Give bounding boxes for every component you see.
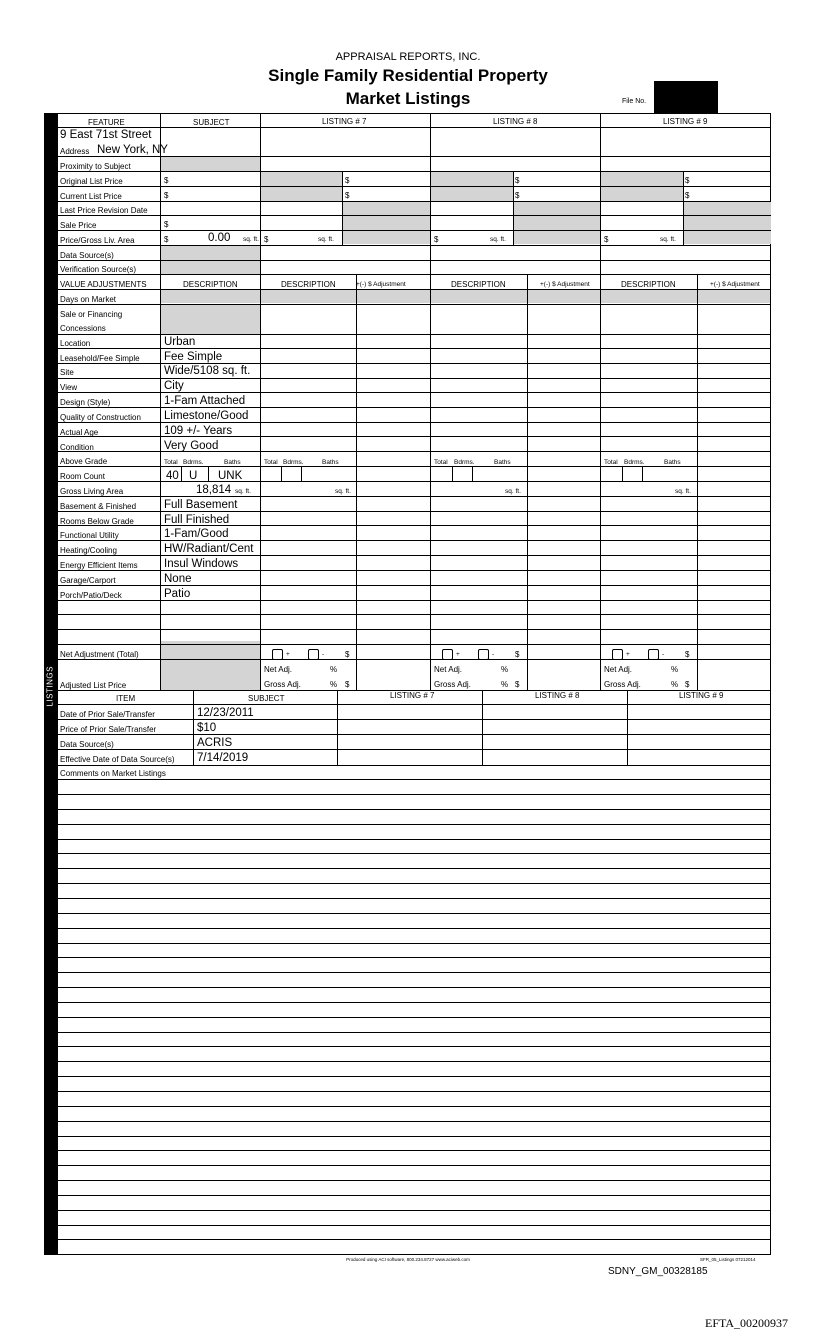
grid-hline <box>57 1017 771 1018</box>
grid-vline <box>208 466 209 481</box>
col-listing-9: LISTING # 9 <box>663 117 708 126</box>
label-garage: Garage/Carport <box>60 576 116 585</box>
l8-orig-dollar: $ <box>515 176 520 185</box>
grid-hline <box>57 839 771 840</box>
grid-vline <box>527 274 528 690</box>
col-feature: FEATURE <box>88 118 125 127</box>
l7-room-bdrms-hdr: Bdrms. <box>283 459 304 466</box>
l8-pgla-dollar: $ <box>434 235 439 244</box>
label-data-sources: Data Source(s) <box>60 251 114 260</box>
grid-hline <box>57 1150 771 1151</box>
subject-design: 1-Fam Attached <box>164 395 246 407</box>
subject-location: Urban <box>164 336 196 348</box>
subject-condition: Very Good <box>164 440 219 452</box>
l7-net-dollar: $ <box>345 650 350 659</box>
label-site: Site <box>60 368 74 377</box>
l8-room-bdrms-hdr: Bdrms. <box>454 459 475 466</box>
l8-minus-checkbox[interactable] <box>478 649 489 660</box>
comments-label: Comments on Market Listings <box>60 769 166 778</box>
subject-sale-dollar: $ <box>164 220 169 229</box>
grid-hline <box>57 898 771 899</box>
col-listing-8: LISTING # 8 <box>493 117 538 126</box>
label-porch: Porch/Patio/Deck <box>60 591 122 600</box>
label-days-on-market: Days on Market <box>60 295 117 304</box>
grid-hline <box>57 614 771 615</box>
label-verification-sources: Verification Source(s) <box>60 265 137 274</box>
l9-curr-dollar: $ <box>685 191 690 200</box>
prior-effective: 7/14/2019 <box>197 752 249 764</box>
grid-hline <box>57 1210 771 1211</box>
l8-description-header: DESCRIPTION <box>451 280 506 289</box>
prior-date: 12/23/2011 <box>197 707 254 719</box>
l8-adjustment-header: +(-) $ Adjustment <box>540 281 590 288</box>
label-energy: Energy Efficient Items <box>60 561 138 570</box>
footer-form-id: SFR_05_Listings 07212014 <box>700 1257 756 1262</box>
label-gla: Gross Living Area <box>60 487 124 496</box>
grid-hline <box>57 304 771 305</box>
listings-sidebar-label: LISTINGS <box>45 666 55 707</box>
subject-street: 9 East 71st Street <box>60 129 152 141</box>
subject-actual-age: 109 +/- Years <box>164 425 233 437</box>
grid-vline <box>697 274 698 690</box>
l7-pgla-sqft: sq. ft. <box>318 236 334 243</box>
grid-hline <box>57 629 771 630</box>
l9-net-adj-pct: % <box>671 665 679 674</box>
grid-shade <box>260 289 770 303</box>
subject-city: New York, NY <box>97 144 168 156</box>
subject-energy: Insul Windows <box>164 558 239 570</box>
grid-hline <box>57 704 771 705</box>
subject-quality: Limestone/Good <box>164 410 249 422</box>
subject-description-header: DESCRIPTION <box>183 280 238 289</box>
grid-vline <box>181 466 182 481</box>
label-original-list-price: Original List Price <box>60 177 123 186</box>
grid-hline <box>57 1032 771 1033</box>
grid-vline <box>301 466 302 481</box>
company-name: APPRAISAL REPORTS, INC. <box>335 51 481 63</box>
l9-gla-sqft: sq. ft. <box>675 488 691 495</box>
grid-hline <box>57 1002 771 1003</box>
l9-plus-label: + <box>626 651 630 658</box>
grid-hline <box>57 972 771 973</box>
grid-vline <box>260 113 261 690</box>
grid-hline <box>57 1180 771 1181</box>
l7-adj-price-dollar: $ <box>345 680 350 689</box>
l8-plus-label: + <box>456 651 460 658</box>
l8-gross-adj-pct: % <box>501 680 509 689</box>
l7-net-adj-label: Net Adj. <box>264 665 293 674</box>
label-leasehold: Leasehold/Fee Simple <box>60 354 140 363</box>
l7-gross-adj-label: Gross Adj. <box>264 680 301 689</box>
subject-room-total: 40 <box>166 470 179 482</box>
grid-vline <box>627 690 628 765</box>
l9-net-adj-label: Net Adj. <box>604 665 633 674</box>
form-subtitle: Market Listings <box>345 89 471 108</box>
grid-hline <box>57 794 771 795</box>
l8-curr-dollar: $ <box>515 191 520 200</box>
grid-hline <box>57 987 771 988</box>
l7-orig-dollar: $ <box>345 176 350 185</box>
grid-vline <box>600 113 601 690</box>
subject-curr-dollar: $ <box>164 191 169 200</box>
l7-curr-dollar: $ <box>345 191 350 200</box>
grid-shade <box>160 157 260 171</box>
grid-vline <box>482 690 483 765</box>
l9-description-header: DESCRIPTION <box>621 280 676 289</box>
subject-heating-cooling: HW/Radiant/Cent <box>164 543 254 555</box>
label-price-gla: Price/Gross Liv. Area <box>60 236 135 245</box>
grid-hline <box>57 928 771 929</box>
l7-pgla-dollar: $ <box>264 235 269 244</box>
grid-hline <box>57 868 771 869</box>
grid-vline <box>160 113 161 690</box>
grid-hline <box>57 1046 771 1047</box>
prior-date-label: Date of Prior Sale/Transfer <box>60 710 155 719</box>
prior-l7-header: LISTING # 7 <box>390 691 435 700</box>
prior-item-header: ITEM <box>116 694 136 703</box>
grid-hline <box>57 1106 771 1107</box>
label-above-grade: Above Grade <box>60 457 108 466</box>
grid-hline <box>57 913 771 914</box>
grid-hline <box>57 481 771 482</box>
subject-rooms-below: Full Finished <box>164 514 230 526</box>
grid-vline <box>472 466 473 481</box>
grid-vline <box>430 113 431 690</box>
grid-hline <box>57 734 771 735</box>
l9-orig-dollar: $ <box>685 176 690 185</box>
label-current-list-price: Current List Price <box>60 192 122 201</box>
prior-source-label: Data Source(s) <box>60 740 114 749</box>
grid-hline <box>57 201 771 202</box>
label-net-adjustment: Net Adjustment (Total) <box>60 650 139 659</box>
l9-adj-price-dollar: $ <box>685 680 690 689</box>
l9-room-bdrms-hdr: Bdrms. <box>624 459 645 466</box>
grid-hline <box>57 171 771 172</box>
subject-pgla-dollar: $ <box>164 235 169 244</box>
grid-hline <box>57 659 771 660</box>
grid-hline <box>57 230 771 231</box>
grid-hline <box>57 1195 771 1196</box>
label-design: Design (Style) <box>60 398 111 407</box>
subject-room-bdrms-hdr: Bdrms. <box>183 459 204 466</box>
grid-shade <box>160 289 260 303</box>
l9-gross-adj-pct: % <box>671 680 679 689</box>
l9-room-total-hdr: Total <box>604 459 618 466</box>
grid-hline <box>57 334 771 335</box>
label-condition: Condition <box>60 443 94 452</box>
footer-efta: EFTA_00200937 <box>705 1316 789 1330</box>
l8-adj-price-dollar: $ <box>515 680 520 689</box>
label-room-count: Room Count <box>60 472 105 481</box>
l8-net-adj-label: Net Adj. <box>434 665 463 674</box>
label-basement: Basement & Finished <box>60 502 137 511</box>
subject-gla-sqft: sq. ft. <box>235 488 251 495</box>
grid-hline <box>57 1239 771 1240</box>
grid-hline <box>57 1165 771 1166</box>
grid-shade <box>513 230 600 244</box>
grid-hline <box>57 809 771 810</box>
grid-vline <box>342 171 343 245</box>
label-address: Address <box>60 147 90 156</box>
l9-pgla-dollar: $ <box>604 235 609 244</box>
grid-hline <box>57 1225 771 1226</box>
grid-hline <box>57 496 771 497</box>
grid-hline <box>57 943 771 944</box>
l9-gross-adj-label: Gross Adj. <box>604 680 641 689</box>
grid-hline <box>57 215 771 216</box>
l9-minus-checkbox[interactable] <box>648 649 659 660</box>
l7-gross-adj-pct: % <box>330 680 338 689</box>
label-actual-age: Actual Age <box>60 428 99 437</box>
label-concessions: Concessions <box>60 324 106 333</box>
subject-room-total-hdr: Total <box>164 459 178 466</box>
subject-leasehold: Fee Simple <box>164 351 223 363</box>
prior-price-label: Price of Prior Sale/Transfer <box>60 725 157 734</box>
grid-vline <box>683 171 684 245</box>
grid-hline <box>57 644 771 645</box>
grid-shade <box>342 230 430 244</box>
label-view: View <box>60 383 78 392</box>
label-sale-or-financing: Sale or Financing <box>60 310 123 319</box>
subject-functional-utility: 1-Fam/Good <box>164 528 229 540</box>
grid-hline <box>57 957 771 958</box>
grid-hline <box>57 765 771 766</box>
grid-vline <box>193 690 194 765</box>
label-value-adjustments: VALUE ADJUSTMENTS <box>60 280 147 289</box>
subject-site: Wide/5108 sq. ft. <box>164 365 251 377</box>
grid-hline <box>57 186 771 187</box>
l8-net-adj-pct: % <box>501 665 509 674</box>
grid-vline <box>337 690 338 765</box>
l8-net-dollar: $ <box>515 650 520 659</box>
l9-plus-checkbox[interactable] <box>612 649 623 660</box>
subject-basement: Full Basement <box>164 499 238 511</box>
grid-hline <box>57 274 771 275</box>
grid-shade <box>683 230 771 244</box>
subject-orig-dollar: $ <box>164 176 169 185</box>
prior-l9-header: LISTING # 9 <box>679 691 724 700</box>
grid-vline <box>452 466 453 481</box>
grid-hline <box>57 127 771 128</box>
l8-gross-adj-label: Gross Adj. <box>434 680 471 689</box>
l9-adjustment-header: +(-) $ Adjustment <box>710 281 760 288</box>
grid-vline <box>642 466 643 481</box>
grid-hline <box>57 749 771 750</box>
subject-porch: Patio <box>164 588 191 600</box>
prior-source: ACRIS <box>197 737 233 749</box>
grid-vline <box>513 171 514 245</box>
label-proximity: Proximity to Subject <box>60 162 131 171</box>
l9-net-dollar: $ <box>685 650 690 659</box>
l8-gla-sqft: sq. ft. <box>505 488 521 495</box>
grid-shade <box>160 641 260 691</box>
grid-hline <box>57 824 771 825</box>
grid-hline <box>57 378 771 379</box>
grid-hline <box>57 245 771 246</box>
label-quality: Quality of Construction <box>60 413 141 422</box>
col-listing-7: LISTING # 7 <box>322 117 367 126</box>
subject-price-gla: 0.00 <box>208 232 231 244</box>
label-last-price-revision: Last Price Revision Date <box>60 206 148 215</box>
grid-hline <box>57 289 771 290</box>
l8-room-total-hdr: Total <box>434 459 448 466</box>
l8-plus-checkbox[interactable] <box>442 649 453 660</box>
l7-description-header: DESCRIPTION <box>281 280 336 289</box>
prior-l8-header: LISTING # 8 <box>535 691 580 700</box>
label-adjusted-list-price: Adjusted List Price <box>60 681 127 690</box>
grid-hline <box>57 1121 771 1122</box>
grid-hline <box>57 779 771 780</box>
l7-minus-label: - <box>322 651 325 658</box>
subject-pgla-sqft: sq. ft. <box>243 236 259 243</box>
label-sale-price: Sale Price <box>60 221 97 230</box>
l7-room-baths-hdr: Baths <box>322 459 339 466</box>
subject-room-bdrms: U <box>189 470 198 482</box>
form-title: Single Family Residential Property <box>268 66 548 85</box>
subject-garage: None <box>164 573 192 585</box>
footer-bates: SDNY_GM_00328185 <box>608 1266 708 1277</box>
file-no-label: File No. <box>622 98 647 105</box>
prior-price: $10 <box>197 722 217 734</box>
l7-net-adj-pct: % <box>330 665 338 674</box>
label-functional-utility: Functional Utility <box>60 531 119 540</box>
l9-room-baths-hdr: Baths <box>664 459 681 466</box>
l8-pgla-sqft: sq. ft. <box>490 236 506 243</box>
l9-minus-label: - <box>662 651 665 658</box>
l7-gla-sqft: sq. ft. <box>335 488 351 495</box>
grid-hline <box>57 719 771 720</box>
l9-pgla-sqft: sq. ft. <box>660 236 676 243</box>
label-heating-cooling: Heating/Cooling <box>60 546 117 555</box>
grid-hline <box>57 1061 771 1062</box>
grid-hline <box>57 883 771 884</box>
grid-hline <box>57 1136 771 1137</box>
l7-plus-label: + <box>286 651 290 658</box>
prior-subject-header: SUBJECT <box>248 694 285 703</box>
l8-minus-label: - <box>492 651 495 658</box>
subject-room-baths-hdr: Baths <box>224 459 241 466</box>
label-rooms-below: Rooms Below Grade <box>60 517 134 526</box>
subject-room-baths: UNK <box>218 470 243 482</box>
grid-hline <box>57 260 771 261</box>
grid-vline <box>622 466 623 481</box>
grid-hline <box>57 1091 771 1092</box>
grid-vline <box>356 274 357 690</box>
label-location: Location <box>60 339 91 348</box>
l7-minus-checkbox[interactable] <box>308 649 319 660</box>
col-subject: SUBJECT <box>193 118 230 127</box>
l8-room-baths-hdr: Baths <box>494 459 511 466</box>
subject-view: City <box>164 380 184 392</box>
l7-plus-checkbox[interactable] <box>272 649 283 660</box>
grid-hline <box>57 853 771 854</box>
l7-room-total-hdr: Total <box>264 459 278 466</box>
grid-vline <box>281 466 282 481</box>
grid-shade <box>160 304 260 334</box>
grid-hline <box>57 1076 771 1077</box>
footer-produced: Produced using ACI software, 800.234.8727 www.aciweb.com <box>346 1257 470 1262</box>
subject-gla: 18,814 <box>196 484 232 496</box>
l7-adjustment-header: +(-) $ Adjustment <box>356 281 406 288</box>
prior-effective-label: Effective Date of Data Source(s) <box>60 755 175 764</box>
